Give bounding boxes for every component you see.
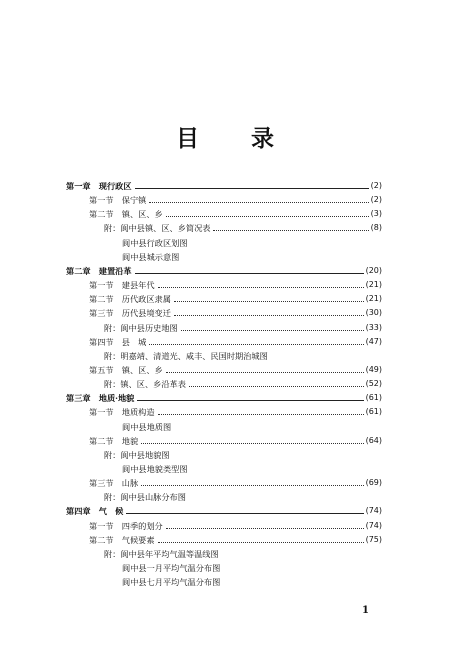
toc-entry-label: 第二节 地貌 <box>89 435 139 446</box>
toc-entry-page: (61) <box>365 393 382 403</box>
toc-entry-label: 附：阆中县山脉分布图 <box>104 492 186 503</box>
toc-entry-appendix <box>0 448 450 462</box>
toc-entry-section <box>0 193 450 207</box>
toc-dot-leader <box>166 528 364 529</box>
toc-entry-label: 第二节 历代政区隶属 <box>89 294 171 305</box>
toc-dot-leader <box>181 330 364 331</box>
toc-entry-label: 附：镇、区、乡沿革表 <box>104 379 186 390</box>
toc-dot-leader <box>158 287 364 288</box>
toc-entry-map <box>0 575 450 589</box>
toc-entry-label: 第一节 保宁镇 <box>89 195 147 206</box>
toc-entry-page: (69) <box>365 478 382 488</box>
toc-entry-label: 第一节 建县年代 <box>89 280 155 291</box>
toc-entry-page: (61) <box>365 407 382 417</box>
toc-entry-map <box>0 561 450 575</box>
toc-dot-leader <box>174 315 364 316</box>
table-of-contents <box>0 179 450 599</box>
toc-dot-leader <box>135 188 369 189</box>
toc-entry-label: 第一章 现行政区 <box>66 181 132 191</box>
toc-entry-section <box>0 434 450 448</box>
toc-entry-page: (74) <box>365 520 382 530</box>
page-number: 1 <box>362 605 369 616</box>
toc-entry-map <box>0 250 450 264</box>
toc-entry-label: 阆中县七月平均气温分布图 <box>122 577 221 588</box>
toc-entry-label: 第三节 山脉 <box>89 478 139 489</box>
toc-entry-page: (33) <box>365 322 382 332</box>
toc-entry-page: (3) <box>370 209 382 219</box>
toc-entry-page: (30) <box>365 308 382 318</box>
toc-entry-label: 阆中县一月平均气温分布图 <box>122 563 221 574</box>
toc-dot-leader <box>158 414 364 415</box>
toc-entry-appendix <box>0 377 450 391</box>
toc-entry-section <box>0 405 450 419</box>
toc-entry-map <box>0 236 450 250</box>
toc-entry-label: 第四章 气 候 <box>66 506 124 517</box>
toc-dot-leader <box>174 301 364 302</box>
toc-entry-chapter <box>0 264 450 278</box>
toc-entry-label: 第一节 地质构造 <box>89 407 155 418</box>
toc-entry-page: (2) <box>370 181 382 190</box>
toc-dot-leader <box>126 513 364 514</box>
toc-entry-label: 第二节 气候要素 <box>89 534 155 545</box>
toc-entry-appendix <box>0 221 450 235</box>
toc-entry-page: (8) <box>370 223 382 233</box>
toc-entry-page: (75) <box>365 534 382 544</box>
toc-entry-chapter <box>0 391 450 405</box>
toc-dot-leader <box>149 202 369 203</box>
toc-entry-label: 第四节 县 城 <box>89 336 147 347</box>
toc-entry-label: 附：阆中县镇、区、乡简况表 <box>104 223 211 234</box>
toc-entry-label: 阆中县地质图 <box>122 421 172 432</box>
toc-entry-label: 第二章 建置沿革 <box>66 265 132 276</box>
toc-entry-page: (52) <box>365 379 382 389</box>
toc-dot-leader <box>135 273 364 274</box>
toc-entry-map <box>0 420 450 434</box>
toc-entry-section <box>0 533 450 547</box>
toc-dot-leader <box>189 386 364 387</box>
toc-entry-label: 第一节 四季的划分 <box>89 520 163 531</box>
toc-entry-appendix <box>0 490 450 504</box>
toc-entry-section <box>0 207 450 221</box>
toc-entry-label: 第二节 镇、区、乡 <box>89 209 163 220</box>
toc-entry-page: (21) <box>365 280 382 290</box>
toc-entry-chapter <box>0 504 450 518</box>
toc-entry-page: (20) <box>365 265 382 275</box>
toc-entry-label: 第三节 历代县境变迁 <box>89 308 171 319</box>
toc-entry-label: 附：阆中县历史地图 <box>104 322 178 333</box>
toc-entry-section <box>0 335 450 349</box>
toc-entry-section <box>0 292 450 306</box>
toc-entry-appendix <box>0 547 450 561</box>
toc-dot-leader <box>141 485 364 486</box>
toc-entry-appendix <box>0 349 450 363</box>
toc-entry-label: 附：阆中县年平均气温等温线图 <box>104 548 219 559</box>
toc-entry-appendix <box>0 321 450 335</box>
toc-dot-leader <box>141 443 364 444</box>
toc-entry-page: (47) <box>365 336 382 346</box>
toc-entry-section <box>0 363 450 377</box>
toc-entry-label: 附：明嘉靖、清道光、咸丰、民国时期治城图 <box>104 350 268 361</box>
toc-entry-section <box>0 476 450 490</box>
toc-dot-leader <box>166 372 364 373</box>
toc-entry-label: 阆中县城示意图 <box>122 251 180 262</box>
toc-entry-label: 阆中县行政区划图 <box>122 237 188 248</box>
toc-dot-leader <box>166 216 369 217</box>
toc-entry-label: 第五节 镇、区、乡 <box>89 364 163 375</box>
toc-dot-leader <box>137 400 364 401</box>
toc-entry-page: (21) <box>365 294 382 304</box>
toc-entry-page: (49) <box>365 364 382 374</box>
toc-entry-map <box>0 462 450 476</box>
toc-entry-page: (74) <box>365 506 382 516</box>
toc-entry-label: 附：阆中县地貌图 <box>104 449 170 460</box>
page-title: 目 录 <box>175 125 296 152</box>
toc-dot-leader <box>213 230 369 231</box>
toc-dot-leader <box>158 542 364 543</box>
toc-entry-label: 阆中县地貌类型图 <box>122 464 188 474</box>
toc-entry-chapter <box>0 179 450 193</box>
toc-entry-section <box>0 519 450 533</box>
toc-dot-leader <box>149 344 364 345</box>
toc-entry-page: (2) <box>370 195 382 205</box>
toc-entry-page: (64) <box>365 435 382 445</box>
toc-entry-section <box>0 278 450 292</box>
toc-entry-section <box>0 306 450 320</box>
toc-entry-label: 第三章 地质·地貌 <box>66 393 135 404</box>
